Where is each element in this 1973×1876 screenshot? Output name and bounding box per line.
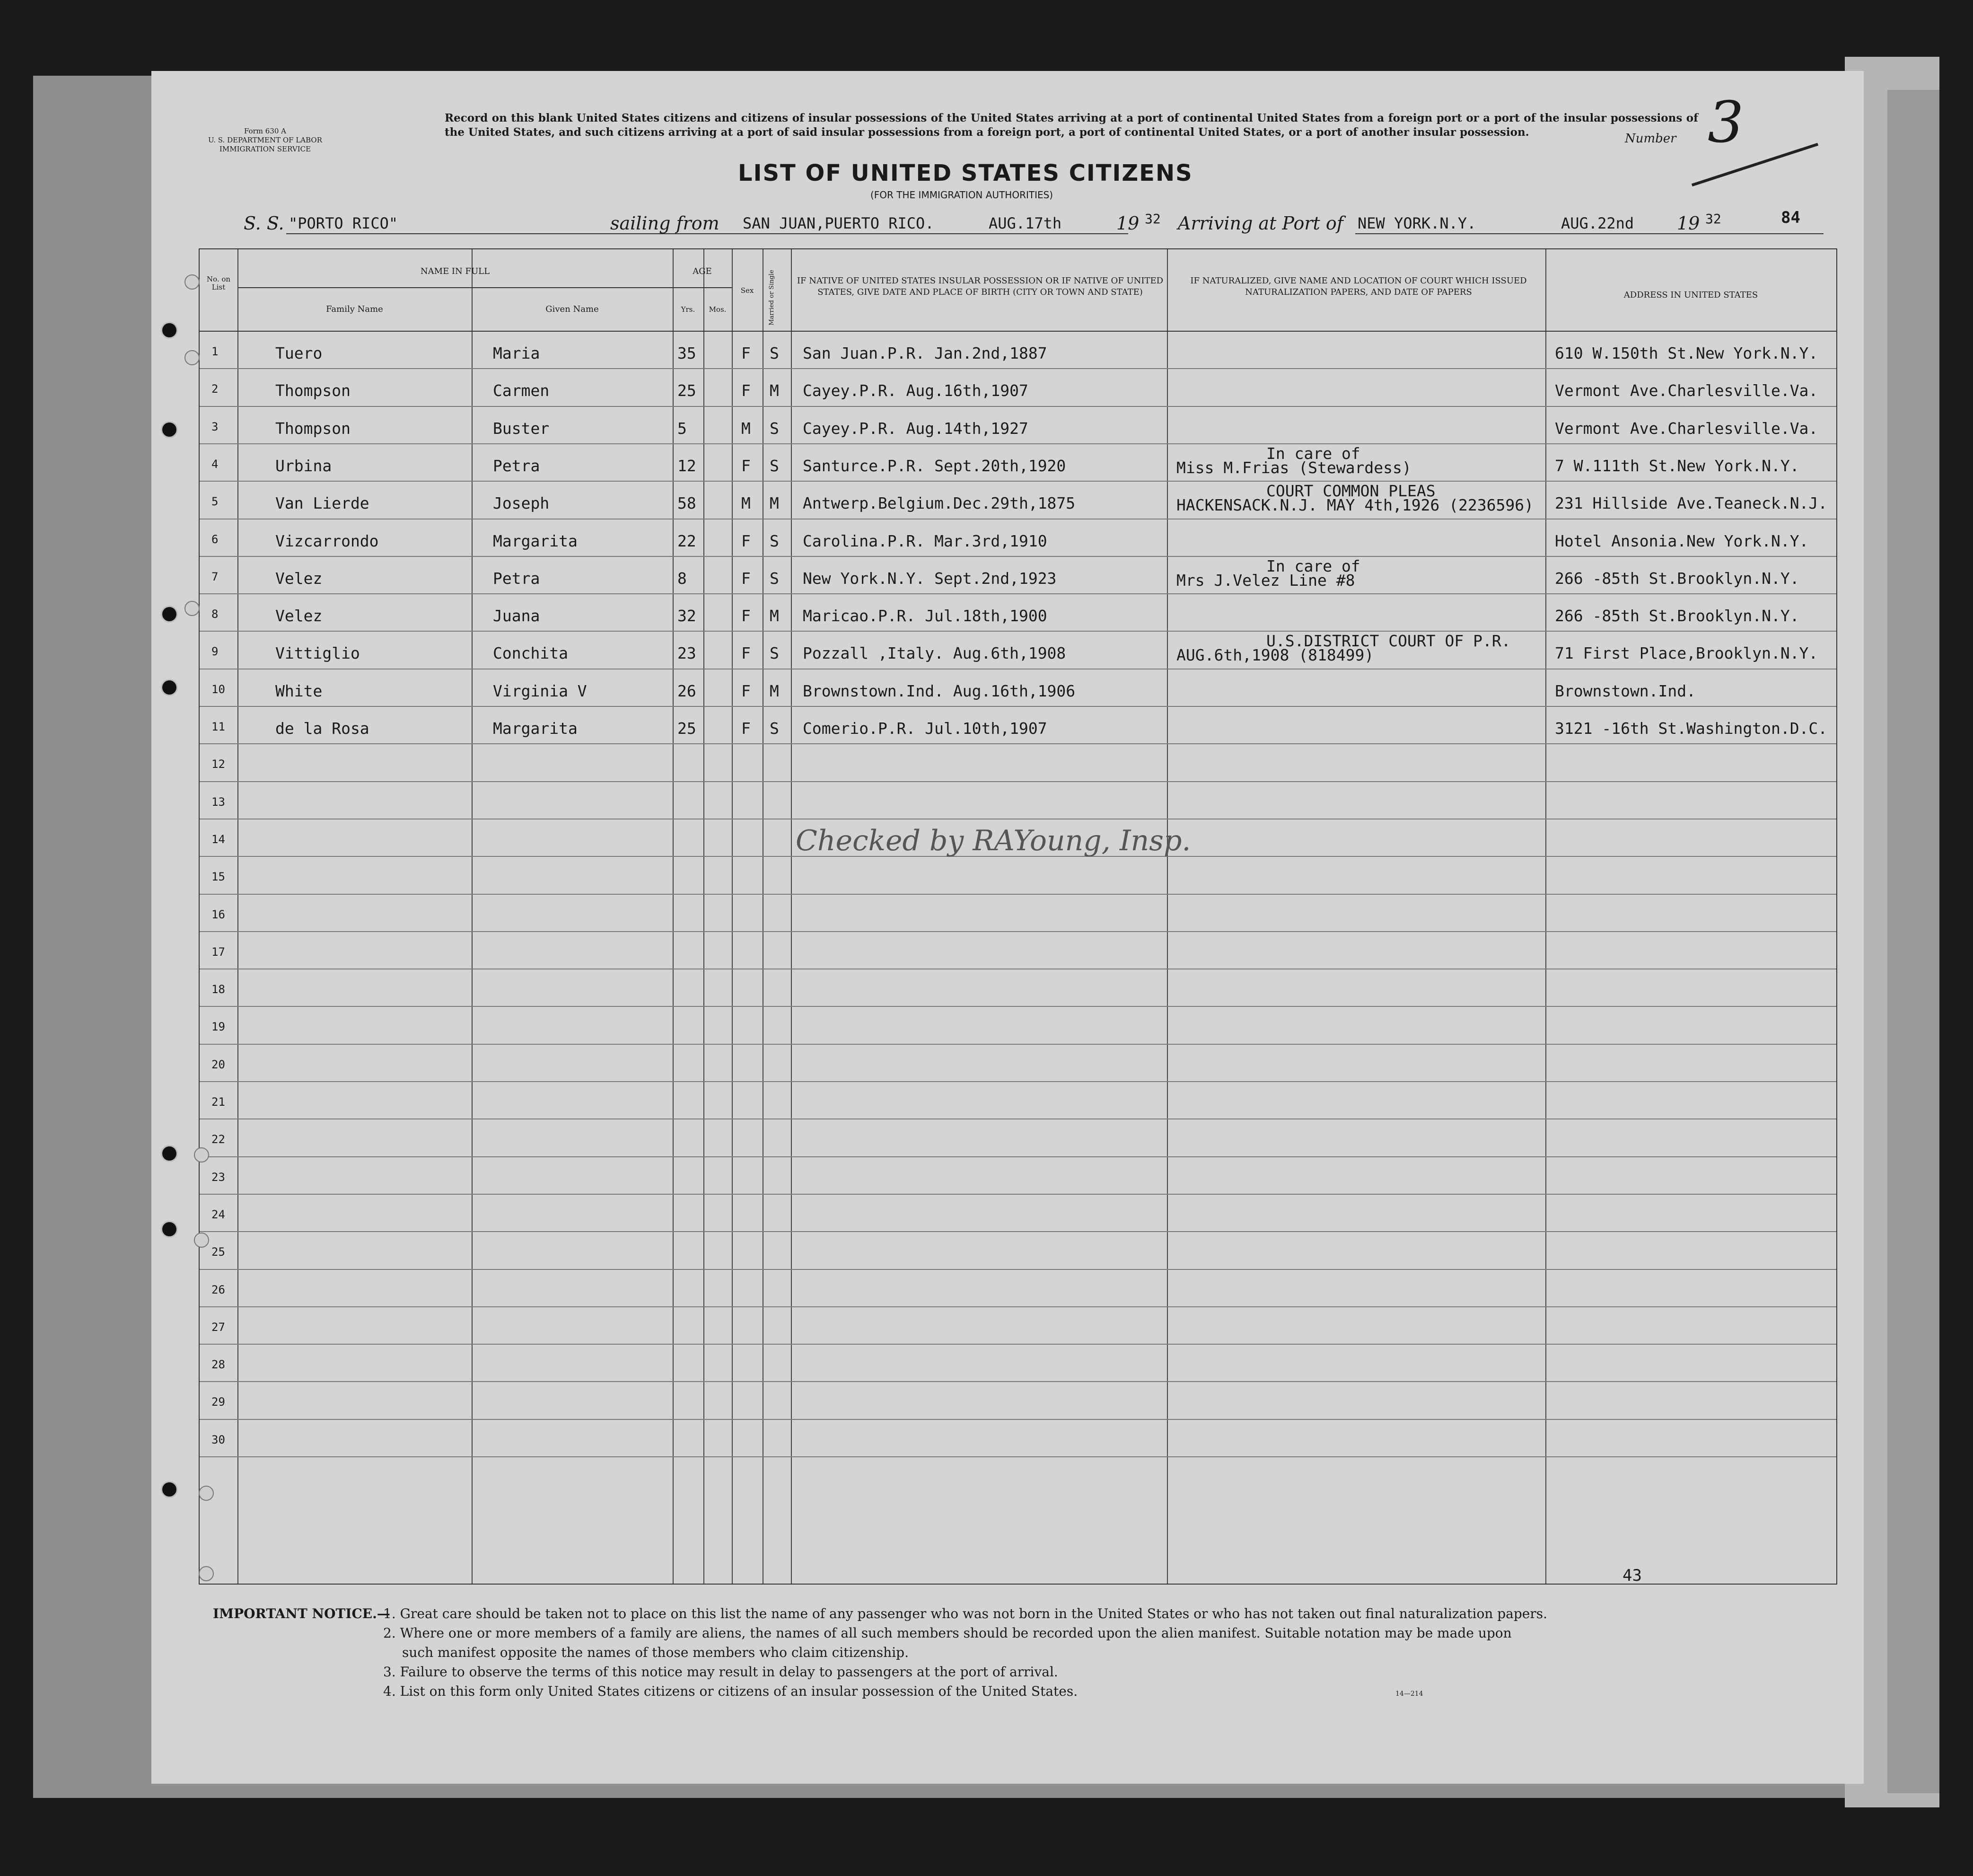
row-line xyxy=(200,368,1836,369)
naturalization-line-2: HACKENSACK.N.J. MAY 4th,1926 (2236596) xyxy=(1176,496,1534,515)
family-name: Velez xyxy=(275,569,323,588)
form-number: Form 630 A xyxy=(244,127,287,135)
birth-place-date: Carolina.P.R. Mar.3rd,1910 xyxy=(803,531,1047,550)
margin-number: 84 xyxy=(1781,208,1800,227)
header-age: AGE xyxy=(693,266,712,276)
row-number: 16 xyxy=(211,907,225,921)
row-line xyxy=(200,1344,1836,1345)
marital-status: M xyxy=(770,607,779,625)
intro-text: Record on this blank United States citizens and citizens of insular possessions of the United States arriving at a port of continental United States from a foreign port or a port of the insular possessions of the United States, and such citizens arriving at a port of said insular possessions from a foreign port, a port of continental United States, or a port of another insular possession. xyxy=(445,112,1698,139)
birth-place-date: Antwerp.Belgium.Dec.29th,1875 xyxy=(803,494,1076,513)
col-divider xyxy=(732,249,733,1584)
punch-ring xyxy=(194,1147,209,1163)
row-line xyxy=(200,1194,1836,1195)
given-name: Virginia V xyxy=(493,681,587,700)
punch-ring xyxy=(184,350,200,365)
sex: F xyxy=(741,569,751,588)
naturalization-line-2: Miss M.Frias (Stewardess) xyxy=(1176,458,1412,477)
binder-hole xyxy=(161,322,178,339)
birth-place-date: New York.N.Y. Sept.2nd,1923 xyxy=(803,569,1057,588)
row-number: 5 xyxy=(211,495,219,509)
notice-item-4: 4. List on this form only United States citizens or citizens of an insular possession of the United States. xyxy=(383,1683,1078,1699)
binder-hole xyxy=(161,1481,178,1498)
age-years: 5 xyxy=(677,419,687,438)
age-years: 26 xyxy=(677,681,696,700)
birth-place-date: Santurce.P.R. Sept.20th,1920 xyxy=(803,456,1066,475)
row-number: 12 xyxy=(211,757,225,771)
row-line xyxy=(200,519,1836,520)
address: 231 Hillside Ave.Teaneck.N.J. xyxy=(1555,494,1828,513)
marital-status: S xyxy=(770,569,779,588)
marital-status: S xyxy=(770,644,779,663)
col-divider xyxy=(673,249,674,1584)
page-subtitle: (FOR THE IMMIGRATION AUTHORITIES) xyxy=(870,189,1053,201)
birth-place-date: Brownstown.Ind. Aug.16th,1906 xyxy=(803,681,1076,700)
arrival-underline xyxy=(1355,233,1824,234)
service-name: IMMIGRATION SERVICE xyxy=(219,145,311,153)
row-line xyxy=(200,706,1836,707)
row-number: 11 xyxy=(211,720,225,733)
binder-hole xyxy=(161,606,178,623)
page-title: LIST OF UNITED STATES CITIZENS xyxy=(738,160,1193,186)
family-name: Tuero xyxy=(275,344,323,362)
arriving-label: Arriving at Port of xyxy=(1178,213,1343,234)
background-sheet-edge-2 xyxy=(1887,90,1939,1793)
marital-status: S xyxy=(770,456,779,475)
binder-hole xyxy=(161,1145,178,1162)
address: 7 W.111th St.New York.N.Y. xyxy=(1555,456,1799,475)
row-line xyxy=(200,1156,1836,1157)
row-line xyxy=(200,1381,1836,1382)
row-line xyxy=(200,593,1836,594)
row-number: 28 xyxy=(211,1358,225,1372)
number-label: Number xyxy=(1625,132,1676,146)
header-subline-age xyxy=(673,287,732,288)
given-name: Carmen xyxy=(493,381,550,400)
sex: F xyxy=(741,381,751,400)
row-number: 1 xyxy=(211,345,219,358)
col-divider xyxy=(237,249,238,1584)
row-number: 22 xyxy=(211,1133,225,1146)
age-years: 25 xyxy=(677,719,696,738)
marital-status: S xyxy=(770,419,779,438)
row-number: 14 xyxy=(211,832,225,846)
given-name: Petra xyxy=(493,456,540,475)
row-line xyxy=(200,1419,1836,1420)
header-family-name: Family Name xyxy=(326,304,383,314)
naturalization-line-1: In care of xyxy=(1266,556,1360,575)
department-name: U. S. DEPARTMENT OF LABOR xyxy=(208,136,323,144)
sex: F xyxy=(741,531,751,550)
marital-status: S xyxy=(770,344,779,362)
row-number: 9 xyxy=(211,645,219,659)
row-number: 6 xyxy=(211,532,219,546)
row-number: 7 xyxy=(211,570,219,583)
given-name: Petra xyxy=(493,569,540,588)
depart-date: AUG.17th xyxy=(989,214,1062,232)
address: 3121 -16th St.Washington.D.C. xyxy=(1555,719,1828,738)
ship-name: "PORTO RICO" xyxy=(289,214,398,232)
family-name: Vizcarrondo xyxy=(275,531,379,550)
given-name: Buster xyxy=(493,419,550,438)
given-name: Joseph xyxy=(493,494,550,513)
row-number: 25 xyxy=(211,1245,225,1259)
row-line xyxy=(200,894,1836,895)
address: Hotel Ansonia.New York.N.Y. xyxy=(1555,531,1809,550)
naturalization-line-2: AUG.6th,1908 (818499) xyxy=(1176,646,1374,665)
row-number: 19 xyxy=(211,1020,225,1034)
address: 610 W.150th St.New York.N.Y. xyxy=(1555,344,1818,362)
birth-place-date: Maricao.P.R. Jul.18th,1900 xyxy=(803,607,1047,625)
col-divider xyxy=(703,249,704,1584)
family-name: Urbina xyxy=(275,456,332,475)
page-number: 43 xyxy=(1622,1566,1642,1585)
notice-heading: IMPORTANT NOTICE.— xyxy=(213,1606,390,1621)
punch-ring xyxy=(184,601,200,616)
marital-status: M xyxy=(770,681,779,700)
address: 71 First Place,Brooklyn.N.Y. xyxy=(1555,644,1818,663)
row-number: 4 xyxy=(211,457,219,471)
binder-hole xyxy=(161,1221,178,1238)
marital-status: S xyxy=(770,531,779,550)
row-line xyxy=(200,1306,1836,1307)
row-line xyxy=(200,781,1836,782)
sex: F xyxy=(741,344,751,362)
arrival-port: NEW YORK.N.Y. xyxy=(1358,214,1476,232)
age-years: 8 xyxy=(677,569,687,588)
age-years: 58 xyxy=(677,494,696,513)
col-divider xyxy=(472,249,473,1584)
row-number: 2 xyxy=(211,382,219,396)
col-divider xyxy=(1167,249,1168,1584)
row-line xyxy=(200,1456,1836,1457)
header-yrs: Yrs. xyxy=(681,305,695,314)
given-name: Margarita xyxy=(493,531,578,550)
row-number: 21 xyxy=(211,1095,225,1109)
address: 266 -85th St.Brooklyn.N.Y. xyxy=(1555,607,1799,625)
family-name: de la Rosa xyxy=(275,719,369,738)
naturalization-line-1: U.S.DISTRICT COURT OF P.R. xyxy=(1266,632,1511,651)
punch-ring xyxy=(184,274,200,290)
header-birth: IF NATIVE OF UNITED STATES INSULAR POSSESSION OR IF NATIVE OF UNITED STATES, GIVE DATE AND PLACE OF BIRTH (CITY OR TOWN AND STATE) xyxy=(797,276,1164,297)
year-1: 32 xyxy=(1145,211,1161,227)
row-line xyxy=(200,1269,1836,1270)
sex: F xyxy=(741,456,751,475)
row-number: 24 xyxy=(211,1207,225,1221)
ss-label: S. S. xyxy=(244,213,284,234)
row-number: 20 xyxy=(211,1057,225,1071)
given-name: Margarita xyxy=(493,719,578,738)
punch-ring xyxy=(199,1486,214,1501)
sailing-from: SAN JUAN,PUERTO RICO. xyxy=(743,214,934,232)
naturalization-line-2: Mrs J.Velez Line #8 xyxy=(1176,571,1355,590)
header-name-in-full: NAME IN FULL xyxy=(420,266,490,276)
family-name: White xyxy=(275,681,323,700)
birth-place-date: San Juan.P.R. Jan.2nd,1887 xyxy=(803,344,1047,362)
sailing-underline xyxy=(740,233,1128,234)
sex: F xyxy=(741,607,751,625)
address: Brownstown.Ind. xyxy=(1555,681,1696,700)
row-line xyxy=(200,556,1836,557)
birth-place-date: Cayey.P.R. Aug.14th,1927 xyxy=(803,419,1028,438)
age-years: 32 xyxy=(677,607,696,625)
family-name: Van Lierde xyxy=(275,494,369,513)
header-given-name: Given Name xyxy=(545,304,599,314)
family-name: Thompson xyxy=(275,419,351,438)
header-mos: Mos. xyxy=(709,305,727,314)
marital-status: S xyxy=(770,719,779,738)
row-number: 23 xyxy=(211,1170,225,1184)
punch-ring xyxy=(194,1233,209,1248)
family-name: Velez xyxy=(275,607,323,625)
col-divider xyxy=(791,249,792,1584)
given-name: Maria xyxy=(493,344,540,362)
naturalization-line-1: In care of xyxy=(1266,444,1360,463)
address: 266 -85th St.Brooklyn.N.Y. xyxy=(1555,569,1799,588)
header-sex: Sex xyxy=(740,286,754,295)
sex: F xyxy=(741,681,751,700)
handwritten-annotation: Checked by RAYoung, Insp. xyxy=(796,824,1191,857)
arrival-date: AUG.22nd xyxy=(1561,214,1634,232)
row-number: 15 xyxy=(211,870,225,884)
header-naturalized: IF NATURALIZED, GIVE NAME AND LOCATION OF COURT WHICH ISSUED NATURALIZATION PAPERS, AND DATE OF PAPERS xyxy=(1190,276,1527,297)
row-line xyxy=(200,1231,1836,1232)
row-line xyxy=(200,406,1836,407)
given-name: Juana xyxy=(493,607,540,625)
age-years: 22 xyxy=(677,531,696,550)
header-address: ADDRESS IN UNITED STATES xyxy=(1623,290,1758,300)
punch-ring xyxy=(199,1566,214,1581)
row-number: 18 xyxy=(211,983,225,996)
row-line xyxy=(200,743,1836,744)
sailing-label: sailing from xyxy=(610,213,719,234)
notice-item-2b: such manifest opposite the names of those members who claim citizenship. xyxy=(402,1645,909,1660)
age-years: 35 xyxy=(677,344,696,362)
birth-place-date: Comerio.P.R. Jul.10th,1907 xyxy=(803,719,1047,738)
header-no: No. on List xyxy=(206,275,231,291)
passenger-table xyxy=(199,248,1837,1585)
year-prefix-2: 19 xyxy=(1677,213,1700,234)
row-number: 13 xyxy=(211,795,225,809)
birth-place-date: Cayey.P.R. Aug.16th,1907 xyxy=(803,381,1028,400)
year-2: 32 xyxy=(1705,211,1721,227)
row-number: 29 xyxy=(211,1395,225,1409)
age-years: 12 xyxy=(677,456,696,475)
manifest-page xyxy=(151,71,1864,1784)
birth-place-date: Pozzall ,Italy. Aug.6th,1908 xyxy=(803,644,1066,663)
address: Vermont Ave.Charlesville.Va. xyxy=(1555,419,1818,438)
form-identifier xyxy=(208,127,322,154)
sex: F xyxy=(741,644,751,663)
row-number: 17 xyxy=(211,945,225,959)
row-line xyxy=(200,631,1836,632)
marital-status: M xyxy=(770,381,779,400)
header-bottom-line xyxy=(200,331,1836,332)
address: Vermont Ave.Charlesville.Va. xyxy=(1555,381,1818,400)
binder-hole xyxy=(161,679,178,696)
row-number: 27 xyxy=(211,1320,225,1334)
row-number: 8 xyxy=(211,608,219,621)
col-divider xyxy=(1545,249,1546,1584)
binder-hole xyxy=(161,421,178,438)
header-subline xyxy=(237,287,673,288)
family-name: Vittiglio xyxy=(275,644,360,663)
row-line xyxy=(200,443,1836,444)
header-married: Married or Single xyxy=(768,270,775,326)
row-number: 10 xyxy=(211,682,225,696)
handwritten-number: 3 xyxy=(1708,90,1744,156)
row-number: 26 xyxy=(211,1283,225,1296)
age-years: 25 xyxy=(677,381,696,400)
marital-status: M xyxy=(770,494,779,513)
sex: M xyxy=(741,494,751,513)
notice-item-3: 3. Failure to observe the terms of this notice may result in delay to passengers at the port of arrival. xyxy=(383,1664,1058,1680)
sex: F xyxy=(741,719,751,738)
notice-item-2a: 2. Where one or more members of a family are aliens, the names of all such members should be recorded upon the alien manifest. Suitable notation may be made upon xyxy=(383,1625,1512,1641)
row-line xyxy=(200,931,1836,932)
naturalization-line-1: COURT COMMON PLEAS xyxy=(1266,482,1436,501)
given-name: Conchita xyxy=(493,644,568,663)
row-line xyxy=(200,1081,1836,1082)
form-code: 14—214 xyxy=(1395,1690,1423,1698)
family-name: Thompson xyxy=(275,381,351,400)
row-line xyxy=(200,481,1836,482)
age-years: 23 xyxy=(677,644,696,663)
year-prefix-1: 19 xyxy=(1116,213,1140,234)
row-line xyxy=(200,1044,1836,1045)
row-line xyxy=(200,1006,1836,1007)
notice-item-1: 1. Great care should be taken not to place on this list the name of any passenger who was not born in the United States or who has not taken out final naturalization papers. xyxy=(383,1606,1548,1621)
row-number: 3 xyxy=(211,420,219,433)
sex: M xyxy=(741,419,751,438)
row-number: 30 xyxy=(211,1433,225,1446)
